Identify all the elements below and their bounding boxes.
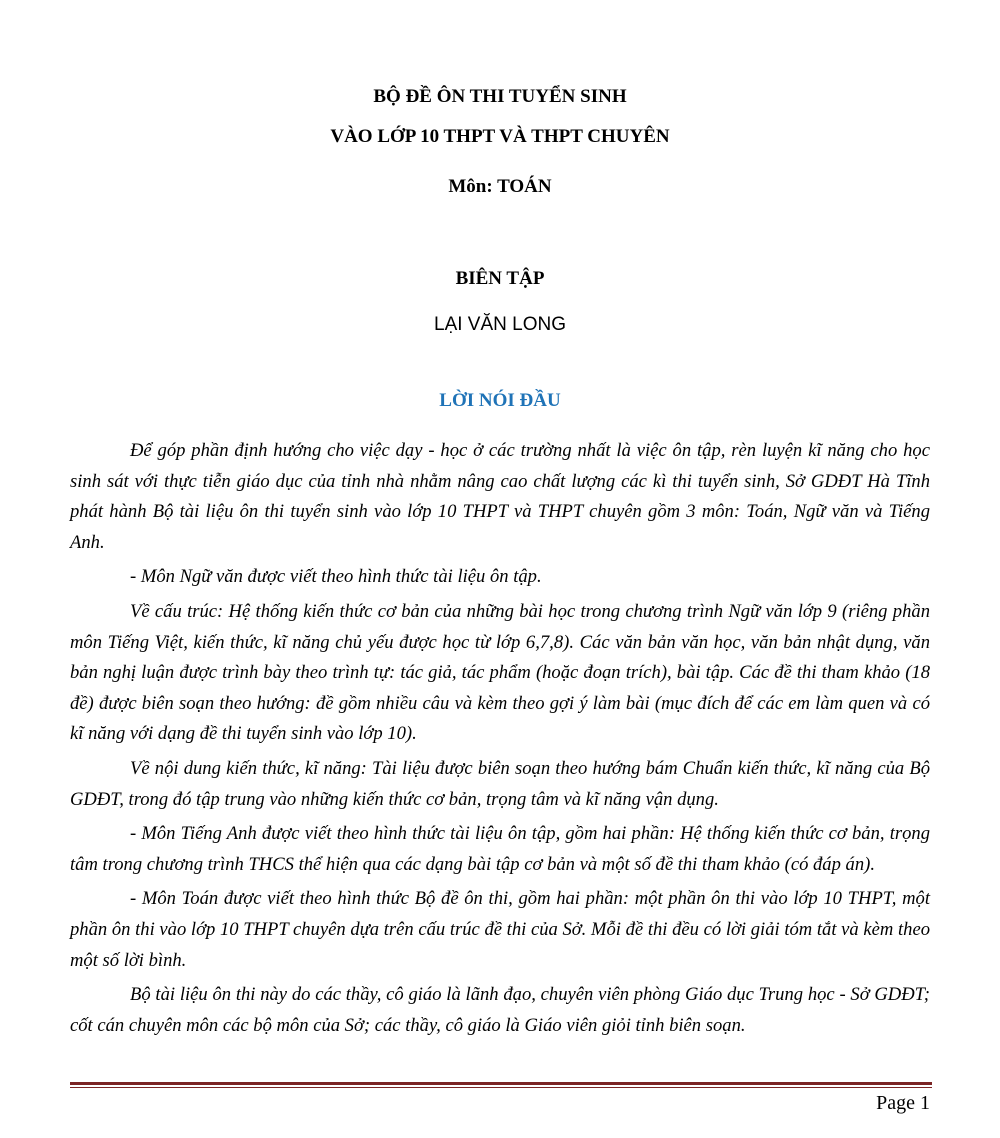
footer-rule-thin <box>70 1087 932 1088</box>
preface-paragraph: - Môn Ngữ văn được viết theo hình thức tài liệu ôn tập. <box>130 566 542 588</box>
document-title-line-1: BỘ ĐỀ ÔN THI TUYỂN SINH <box>373 86 627 107</box>
footer-rule-thick <box>70 1082 932 1085</box>
preface-paragraph: Về cấu trúc: Hệ thống kiến thức cơ bản của những bài học trong chương trình Ngữ văn lớp 9 (riêng phần môn Tiếng Việt, kiến thức, kĩ năng chủ yếu được học từ lớp 6,7,8). Các văn bản văn học, văn bản nhật dụng, văn bản nghị luận được trình bày theo trình tự: tác giả, tác phẩm (hoặc đoạn trích), bài tập. Các đề thi tham khảo (18 đề) được biên soạn theo hướng: đề gồm nhiều câu và kèm theo gợi ý làm bài (mục đích để các em làm quen và có kĩ năng với dạng đề thi tuyển sinh vào lớp 10). <box>70 600 930 745</box>
preface-body <box>70 436 930 1045</box>
preface-paragraph: - Môn Tiếng Anh được viết theo hình thức tài liệu ôn tập, gồm hai phần: Hệ thống kiến thức cơ bản, trọng tâm trong chương trình THCS thể hiện qua các dạng bài tập cơ bản và một số đề thi tham khảo (có đáp án). <box>70 823 930 875</box>
preface-paragraph: Để góp phần định hướng cho việc dạy - học ở các trường nhất là việc ôn tập, rèn luyện kĩ năng cho học sinh sát với thực tiễn giáo dục của tỉnh nhà nhằm nâng cao chất lượng các kì thi tuyển sinh, Sở GDĐT Hà Tĩnh phát hành Bộ tài liệu ôn thi tuyển sinh vào lớp 10 THPT và THPT chuyên gồm 3 môn: Toán, Ngữ văn và Tiếng Anh. <box>70 440 930 553</box>
document-title-line-2: VÀO LỚP 10 THPT VÀ THPT CHUYÊN <box>330 126 670 147</box>
page-number: Page 1 <box>876 1092 930 1114</box>
preface-paragraph: Về nội dung kiến thức, kĩ năng: Tài liệu được biên soạn theo hướng bám Chuẩn kiến thức, kĩ năng của Bộ GDĐT, trong đó tập trung vào những kiến thức cơ bản, trọng tâm và kĩ năng vận dụng. <box>70 757 930 810</box>
preface-paragraph: Bộ tài liệu ôn thi này do các thầy, cô giáo là lãnh đạo, chuyên viên phòng Giáo dục Trung học - Sở GDĐT; cốt cán chuyên môn các bộ môn của Sở; các thầy, cô giáo là Giáo viên giỏi tỉnh biên soạn. <box>70 984 930 1036</box>
subject-label: Môn: TOÁN <box>448 176 552 197</box>
editor-heading: BIÊN TẬP <box>455 268 545 289</box>
preface-heading: LỜI NÓI ĐẦU <box>439 390 561 411</box>
preface-paragraph: - Môn Toán được viết theo hình thức Bộ đề ôn thi, gồm hai phần: một phần ôn thi vào lớp 10 THPT, một phần ôn thi vào lớp 10 THPT chuyên dựa trên cấu trúc đề thi của Sở. Mỗi đề thi đều có lời giải tóm tắt và kèm theo một số lời bình. <box>70 888 930 971</box>
editor-name: LẠI VĂN LONG <box>434 314 566 335</box>
